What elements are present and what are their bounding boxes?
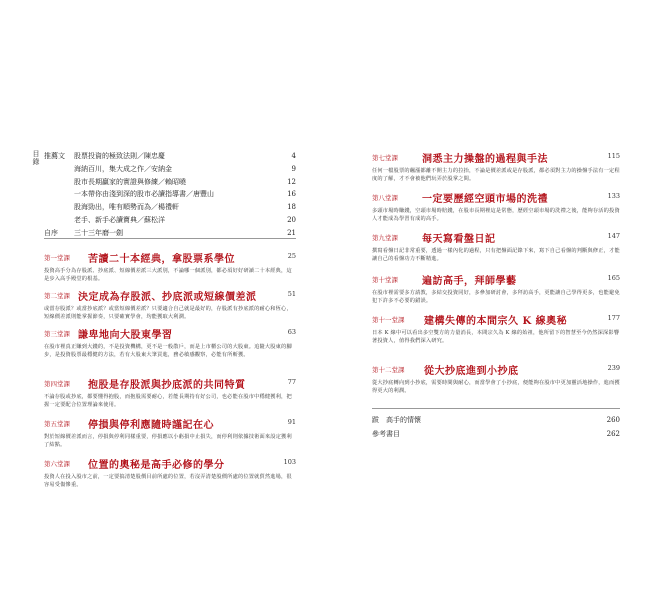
lesson-page: 177	[607, 314, 620, 322]
lesson-title: 每天寫看盤日記	[422, 234, 496, 245]
lesson-title: 從大抄底進到小抄底	[424, 366, 519, 377]
preface-row	[44, 163, 296, 176]
lesson-entry	[44, 250, 296, 283]
preface-title: 三十三年磨一劍	[74, 228, 123, 237]
ending-title: 跋 高手的情懷	[372, 416, 421, 424]
preface-list	[44, 150, 296, 240]
lesson-title: 一定要歷經空頭市場的洗禮	[422, 194, 548, 205]
lesson-description: 日本 K 線中可以看出多空雙方的力量消長，本間宗久為 K 線的始祖，他所留下的智慧至今仍然深深影響著投資人，值得我們深入研究。	[372, 330, 620, 345]
lesson-page: 77	[287, 378, 296, 386]
lesson-title: 謙卑地向大股東學習	[78, 330, 173, 341]
ending-row	[372, 428, 620, 440]
lesson-title: 建構失傳的本間宗久 K 線奧秘	[424, 316, 568, 327]
preface-page: 9	[291, 164, 296, 173]
lesson-description: 從大抄底轉向到小抄底，需要時間與耐心，而當學會了小抄底，便能夠在股市中更加靈活地操作，進而獲得更大的利潤。	[372, 380, 620, 395]
lesson-entry	[372, 150, 620, 183]
lesson-description: 對於短線價差派而言，停損與停利同樣重要，停損應以小虧損中止損失，而停利則依據技術面來設定獲利了結點。	[44, 434, 292, 449]
lesson-number: 第二堂課	[44, 292, 70, 300]
lesson-page: 25	[287, 252, 296, 260]
lesson-description: 在股市裡真正賺到大錢的，不是投資機構，更不是一般散戶，而是上市櫃公司的大股東。追隨大股東的腳步，是投資股票最穩健的方法，若有大股東大筆買進，務必敏感觀察，必能有所斬獲。	[44, 344, 292, 359]
lesson-title: 苦讀二十本經典，拿股票系學位	[88, 254, 235, 265]
lesson-number: 第七堂課	[372, 154, 398, 162]
lesson-description: 或當存股派？或當抄底派？或當短線價差派？只要適合自己就是最好的，存股派有抄底派的耐心和恆心，短線價差派則能掌握節奏，只要確實學會，均能獲取大利潤。	[44, 306, 292, 321]
lesson-description: 任何一檔股票的飆漲都離不開主力的拉抬，不論是價差派或是存股派，都必須對主力的操盤手法有一定程度的了解，才不會被他們玩弄於股掌之間。	[372, 168, 620, 183]
preface-page: 20	[287, 215, 296, 224]
preface-page: 12	[287, 177, 296, 186]
lesson-page: 51	[287, 290, 296, 298]
lesson-title: 位置的奧秘是高手必修的學分	[88, 460, 225, 471]
preface-row	[44, 150, 296, 163]
lesson-title: 洞悉主力操盤的過程與手法	[422, 154, 548, 165]
preface-title: 海納百川，集大成之作／安納金	[74, 164, 172, 173]
preface-title: 股市長期贏家的實證與修練／賴昭曉	[74, 177, 186, 186]
right-page	[372, 0, 620, 609]
lesson-entry	[372, 362, 620, 395]
lesson-page: 133	[607, 192, 620, 200]
lesson-entry	[44, 288, 296, 321]
lesson-title: 抱股是存股派與抄底派的共同特質	[88, 380, 246, 391]
lesson-page: 63	[287, 328, 296, 336]
preface-page: 18	[287, 203, 296, 212]
ending-page: 260	[606, 416, 620, 424]
lesson-entry	[372, 312, 620, 345]
preface-row	[44, 188, 296, 201]
lesson-page: 91	[287, 418, 296, 426]
lesson-number: 第六堂課	[44, 460, 70, 468]
lesson-description: 投資人在投入股市之前，一定要搞清楚股價目前所處的位置，若沒弄清楚股價所處的位置就貿然進場，很容易受傷慘重。	[44, 474, 292, 489]
lesson-entry	[372, 272, 620, 305]
toc-label: 目錄	[32, 150, 40, 166]
lesson-entry	[372, 190, 620, 223]
ending-title: 參考書目	[372, 430, 400, 438]
lesson-number: 第十一堂課	[372, 316, 405, 324]
lesson-title: 遍訪高手，拜師學藝	[422, 276, 517, 287]
lesson-number: 第一堂課	[44, 254, 70, 262]
preface-title: 老手、新手必讀寶典／蘇松洋	[74, 215, 165, 224]
lesson-entry	[44, 376, 296, 409]
lesson-number: 第十二堂課	[372, 366, 405, 374]
lesson-number: 第八堂課	[372, 194, 398, 202]
preface-tag: 推薦文	[44, 152, 65, 160]
preface-title: 股票投資的極致法則／陳忠慶	[74, 152, 165, 160]
lesson-description: 多頭市場時賺錢，空頭市場時賠錢，在股市長期裡這是常態，歷經空頭市場的洗禮之後，能夠存活的投資人才能成為學習有成的高手。	[372, 208, 620, 223]
lesson-entry	[372, 230, 620, 263]
lesson-page: 115	[607, 152, 620, 160]
lesson-number: 第十堂課	[372, 276, 398, 284]
lesson-number: 第九堂課	[372, 234, 398, 242]
lesson-page: 239	[607, 364, 620, 372]
preface-page: 4	[291, 152, 296, 160]
preface-row	[44, 214, 296, 227]
lesson-description: 撰寫看盤日記非常重要，透過一樣內化的過程，只有把盤面記錄下來，寫下自己看盤的判斷與修正，才能讓自己的看盤功力不斷精進。	[372, 248, 620, 263]
preface-row	[44, 201, 296, 214]
lesson-number: 第四堂課	[44, 380, 70, 388]
lesson-page: 147	[607, 232, 620, 240]
preface-title: 一本帶你由淺到深的股市必讀指導書／唐豐山	[74, 190, 214, 199]
divider	[372, 408, 620, 409]
lesson-entry	[44, 456, 296, 489]
preface-tag: 自序	[44, 228, 58, 237]
lesson-description: 不論存股或抄底，都要懂得抱股，而抱股需要耐心，若能長期持有好公司，也必能在股市中穩健獲利，把握一定要配合位置理論來使用。	[44, 394, 292, 409]
left-page	[30, 0, 330, 609]
lesson-page: 103	[283, 458, 296, 466]
lesson-title: 停損與停利應隨時謹記在心	[88, 420, 214, 431]
preface-page: 16	[287, 190, 296, 199]
ending-page: 262	[606, 430, 620, 438]
lesson-number: 第五堂課	[44, 420, 70, 428]
preface-title: 股海勁出，唯有順勢而為／楊禮軒	[74, 203, 179, 212]
ending-row	[372, 414, 620, 426]
preface-page: 21	[287, 228, 296, 237]
preface-row	[44, 176, 296, 189]
lesson-page: 165	[607, 274, 620, 282]
lesson-entry	[44, 326, 296, 359]
divider	[44, 238, 296, 239]
lesson-number: 第三堂課	[44, 330, 70, 338]
lesson-description: 投資高手分為存股派、抄底派、短線價差派三大派別，不論哪一個派別，都必須好好研讀二十本經典，這是步入高手殿堂的根基。	[44, 268, 292, 283]
lesson-description: 在股市裡需要多方請教，多結交投資同好，多參加研討會，多拜訪高手，更能讓自己學得更多，也能避免犯下許多不必要的錯誤。	[372, 290, 620, 305]
lesson-entry	[44, 416, 296, 449]
lesson-title: 決定成為存股派、抄底派或短線價差派	[78, 292, 257, 303]
